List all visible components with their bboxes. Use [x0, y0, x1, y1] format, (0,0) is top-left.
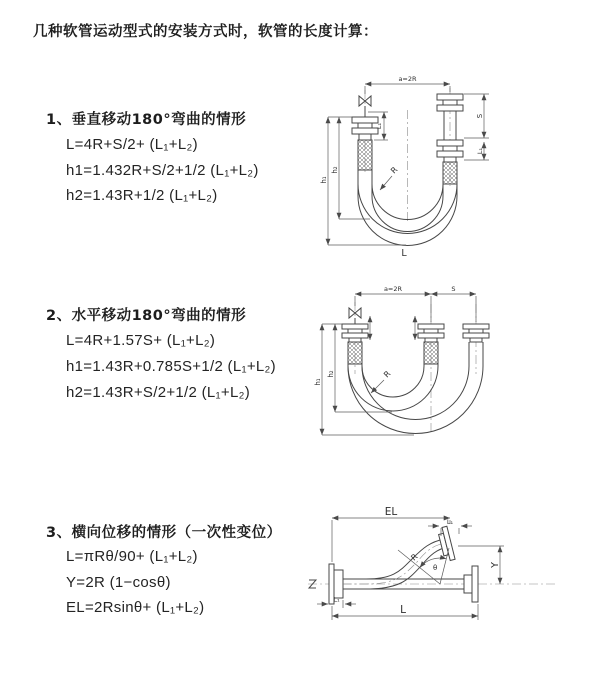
- braided-hose-right: [443, 162, 457, 184]
- page-title: 几种软管运动型式的安装方式时，软管的长度计算：: [33, 24, 378, 40]
- formula-s1-h2: h2=1.43R+1/2 (L₁+L₂): [66, 187, 218, 204]
- dim-label-el: EL: [384, 506, 398, 518]
- braided-hose-left: [358, 140, 372, 170]
- formula-s3-el: EL=2Rsinθ+ (L₁+L₂): [66, 599, 205, 616]
- formula-s1-h1: h1=1.432R+S/2+1/2 (L₁+L₂): [66, 162, 259, 179]
- valve-icon: [359, 96, 371, 117]
- formula-s3-y: Y=2R (1−cosθ): [66, 574, 171, 591]
- radius-label: R: [409, 552, 420, 563]
- length-label: L: [401, 248, 407, 259]
- dim-label-h2: h₂: [331, 166, 339, 174]
- formula-s2-h2: h2=1.43R+S/2+1/2 (L₁+L₂): [66, 384, 251, 401]
- section-1-heading: 1、垂直移动180°弯曲的情形: [46, 112, 247, 128]
- tilted-flange: [437, 526, 455, 561]
- dim-label-h2: h₂: [327, 370, 335, 378]
- radius-label: R: [389, 165, 400, 176]
- dim-label-l1-right: L₁: [476, 147, 484, 155]
- formula-s1-l: L=4R+S/2+ (L₁+L₂): [66, 136, 198, 153]
- angle-label: θ: [433, 564, 438, 572]
- diagram-horizontal-u-bend: [308, 282, 598, 457]
- dim-label-h1: h₁: [320, 176, 328, 184]
- radius-label: R: [382, 369, 393, 380]
- diagram-lateral-displacement: [300, 504, 600, 646]
- dim-label-l1-top: L₁: [446, 518, 454, 526]
- section-2-heading: 2、水平移动180°弯曲的情形: [46, 308, 247, 324]
- dim-label-l1-left: L₁: [333, 595, 340, 604]
- formula-s2-l: L=4R+1.57S+ (L₁+L₂): [66, 332, 216, 349]
- braided-hose-left: [348, 342, 362, 364]
- dim-label-l1-left: L₁: [375, 122, 383, 130]
- dim-label-s: S: [476, 113, 484, 119]
- dim-label-h1: h₁: [314, 378, 322, 386]
- u-hoses: [348, 342, 483, 433]
- dimensions: [317, 506, 504, 620]
- dimensions: [314, 285, 476, 435]
- diagram-vertical-u-bend: [308, 70, 598, 260]
- dim-label-y: Y: [490, 562, 501, 568]
- right-flange: [463, 324, 489, 342]
- formula-s3-l: L=πRθ/90+ (L₁+L₂): [66, 548, 198, 565]
- centerlines: [355, 302, 476, 432]
- left-flange: [342, 324, 368, 342]
- middle-flange: [418, 324, 444, 342]
- dim-label-s: S: [451, 285, 456, 293]
- section-3-heading: 3、横向位移的情形（一次性变位）: [46, 525, 282, 541]
- right-flange-bottom: [437, 140, 463, 162]
- dim-label-l: L: [400, 604, 406, 616]
- dim-label-a2r: a=2R: [383, 285, 403, 293]
- formula-s2-h1: h1=1.43R+0.785S+1/2 (L₁+L₂): [66, 358, 276, 375]
- dim-label-a2r: a=2R: [398, 75, 417, 83]
- braided-hose-middle: [424, 342, 438, 364]
